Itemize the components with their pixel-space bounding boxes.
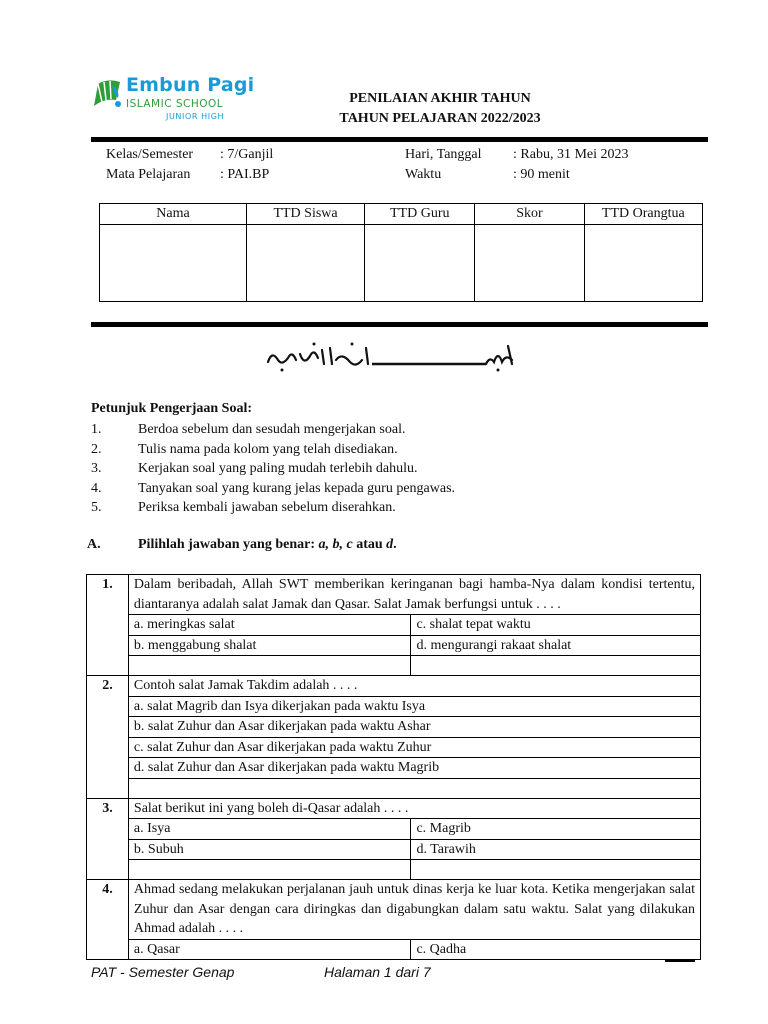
kelas-label: Kelas/Semester bbox=[106, 147, 194, 162]
question-number: 3. bbox=[87, 798, 129, 880]
spacer-cell bbox=[128, 860, 411, 880]
nama-cell[interactable] bbox=[100, 225, 247, 302]
kelas-value: : 7/Ganjil bbox=[220, 147, 274, 162]
exam-title-line1: PENILAIAN AKHIR TAHUN bbox=[349, 91, 531, 106]
signature-fill-row bbox=[100, 225, 703, 302]
section-a-options: a, b, c bbox=[318, 537, 353, 552]
ttd-guru-cell[interactable] bbox=[365, 225, 475, 302]
basmalah-calligraphy-icon bbox=[262, 336, 518, 376]
list-item bbox=[91, 420, 691, 440]
table-row bbox=[87, 696, 701, 717]
item-number: 4. bbox=[91, 480, 102, 496]
mapel-value: : PAI.BP bbox=[220, 167, 270, 182]
col-ttd-guru: TTD Guru bbox=[365, 204, 475, 225]
item-text: Periksa kembali jawaban sebelum diserahkan. bbox=[138, 500, 396, 515]
item-number: 2. bbox=[91, 441, 102, 457]
section-a-text bbox=[138, 537, 397, 553]
hari-value: : Rabu, 31 Mei 2023 bbox=[513, 147, 629, 162]
instructions-heading: Petunjuk Pengerjaan Soal: bbox=[91, 401, 252, 416]
skor-cell[interactable] bbox=[475, 225, 584, 302]
item-number: 5. bbox=[91, 500, 102, 515]
waktu-label: Waktu bbox=[405, 167, 442, 182]
instructions-list bbox=[91, 420, 691, 518]
question-number: 2. bbox=[87, 676, 129, 799]
question-number: 1. bbox=[87, 575, 129, 676]
item-text: Tulis nama pada kolom yang telah disediakan. bbox=[138, 441, 398, 457]
ttd-siswa-cell[interactable] bbox=[246, 225, 364, 302]
section-a-text-end: . bbox=[393, 537, 397, 552]
table-row bbox=[87, 839, 701, 860]
spacer-cell bbox=[128, 778, 700, 798]
item-text: Berdoa sebelum dan sesudah mengerjakan soal. bbox=[138, 422, 406, 437]
option-b[interactable]: b. salat Zuhur dan Asar dikerjakan pada waktu Ashar bbox=[128, 717, 700, 738]
option-a[interactable]: a. Isya bbox=[128, 819, 411, 840]
table-row bbox=[87, 778, 701, 798]
exam-title bbox=[300, 89, 580, 129]
waktu-value: : 90 menit bbox=[513, 167, 570, 182]
spacer-cell bbox=[411, 860, 701, 880]
header-divider bbox=[91, 137, 708, 142]
col-ttd-siswa: TTD Siswa bbox=[246, 204, 364, 225]
item-number: 1. bbox=[91, 422, 102, 437]
signature-header-row bbox=[100, 204, 703, 225]
option-a[interactable]: a. meringkas salat bbox=[128, 615, 411, 636]
table-row bbox=[87, 615, 701, 636]
questions-table bbox=[86, 574, 701, 960]
question-number: 4. bbox=[87, 880, 129, 960]
list-item bbox=[91, 498, 691, 518]
table-row bbox=[87, 758, 701, 779]
section-a-label: A. bbox=[87, 537, 101, 552]
option-c[interactable]: c. shalat tepat waktu bbox=[411, 615, 701, 636]
page-number: Halaman 1 dari 7 bbox=[324, 964, 431, 980]
table-row bbox=[87, 798, 701, 819]
option-d[interactable]: d. mengurangi rakaat shalat bbox=[411, 635, 701, 656]
section-divider bbox=[91, 322, 708, 327]
option-c[interactable]: c. Magrib bbox=[411, 819, 701, 840]
option-d[interactable]: d. salat Zuhur dan Asar dikerjakan pada waktu Magrib bbox=[128, 758, 700, 779]
logo-subtitle: ISLAMIC SCHOOL bbox=[126, 98, 224, 110]
question-text: Dalam beribadah, Allah SWT memberikan keringanan bagi hamba-Nya dalam kondisi tertentu, diantaranya adalah salat Jamak dan Qasar. Salat Jamak berfungsi untuk . . . . bbox=[128, 575, 700, 615]
leaf-logo-icon bbox=[90, 76, 126, 112]
item-text: Kerjakan soal yang paling mudah terlebih dahulu. bbox=[138, 461, 418, 476]
table-row bbox=[87, 676, 701, 697]
footer-rule bbox=[665, 960, 695, 962]
item-number: 3. bbox=[91, 461, 102, 476]
option-a[interactable]: a. salat Magrib dan Isya dikerjakan pada waktu Isya bbox=[128, 696, 700, 717]
item-text: Tanyakan soal yang kurang jelas kepada guru pengawas. bbox=[138, 480, 456, 496]
table-row bbox=[87, 717, 701, 738]
logo-level: JUNIOR HIGH bbox=[166, 112, 225, 121]
option-b[interactable]: b. Subuh bbox=[128, 839, 411, 860]
table-row bbox=[87, 575, 701, 615]
list-item bbox=[91, 459, 691, 479]
section-a-option-last: d bbox=[386, 537, 394, 552]
table-row bbox=[87, 880, 701, 940]
option-d[interactable]: d. Tarawih bbox=[411, 839, 701, 860]
table-row bbox=[87, 860, 701, 880]
list-item bbox=[91, 440, 691, 460]
col-skor: Skor bbox=[475, 204, 584, 225]
question-text: Ahmad sedang melakukan perjalanan jauh untuk dinas kerja ke luar kota. Ketika mengerjakan salat Zuhur dan Asar dengan cara diringkas dan digabungkan dalam satu waktu. Salat yang dilakukan Ahmad adalah . . . . bbox=[128, 880, 700, 940]
ttd-orangtua-cell[interactable] bbox=[584, 225, 702, 302]
option-c[interactable]: c. Qadha bbox=[411, 939, 701, 960]
section-a-text-mid: atau bbox=[352, 537, 387, 552]
logo-title: Embun Pagi bbox=[126, 74, 255, 96]
mapel-label: Mata Pelajaran bbox=[106, 167, 191, 182]
col-ttd-orangtua: TTD Orangtua bbox=[584, 204, 702, 225]
exam-title-line2: TAHUN PELAJARAN 2022/2023 bbox=[339, 111, 541, 126]
hari-label: Hari, Tanggal bbox=[405, 147, 482, 162]
table-row bbox=[87, 737, 701, 758]
option-a[interactable]: a. Qasar bbox=[128, 939, 411, 960]
spacer-cell bbox=[411, 656, 701, 676]
table-row bbox=[87, 819, 701, 840]
option-c[interactable]: c. salat Zuhur dan Asar dikerjakan pada waktu Zuhur bbox=[128, 737, 700, 758]
footer-label: PAT - Semester Genap bbox=[91, 964, 235, 980]
question-text: Contoh salat Jamak Takdim adalah . . . . bbox=[128, 676, 700, 697]
school-logo bbox=[90, 74, 255, 126]
question-text: Salat berikut ini yang boleh di-Qasar adalah . . . . bbox=[128, 798, 700, 819]
list-item bbox=[91, 479, 691, 499]
table-row bbox=[87, 656, 701, 676]
table-row bbox=[87, 939, 701, 960]
option-b[interactable]: b. menggabung shalat bbox=[128, 635, 411, 656]
table-row bbox=[87, 635, 701, 656]
spacer-cell bbox=[128, 656, 411, 676]
signature-table bbox=[99, 203, 703, 302]
col-nama: Nama bbox=[100, 204, 247, 225]
section-a-text-before: Pilihlah jawaban yang benar: bbox=[138, 537, 319, 552]
